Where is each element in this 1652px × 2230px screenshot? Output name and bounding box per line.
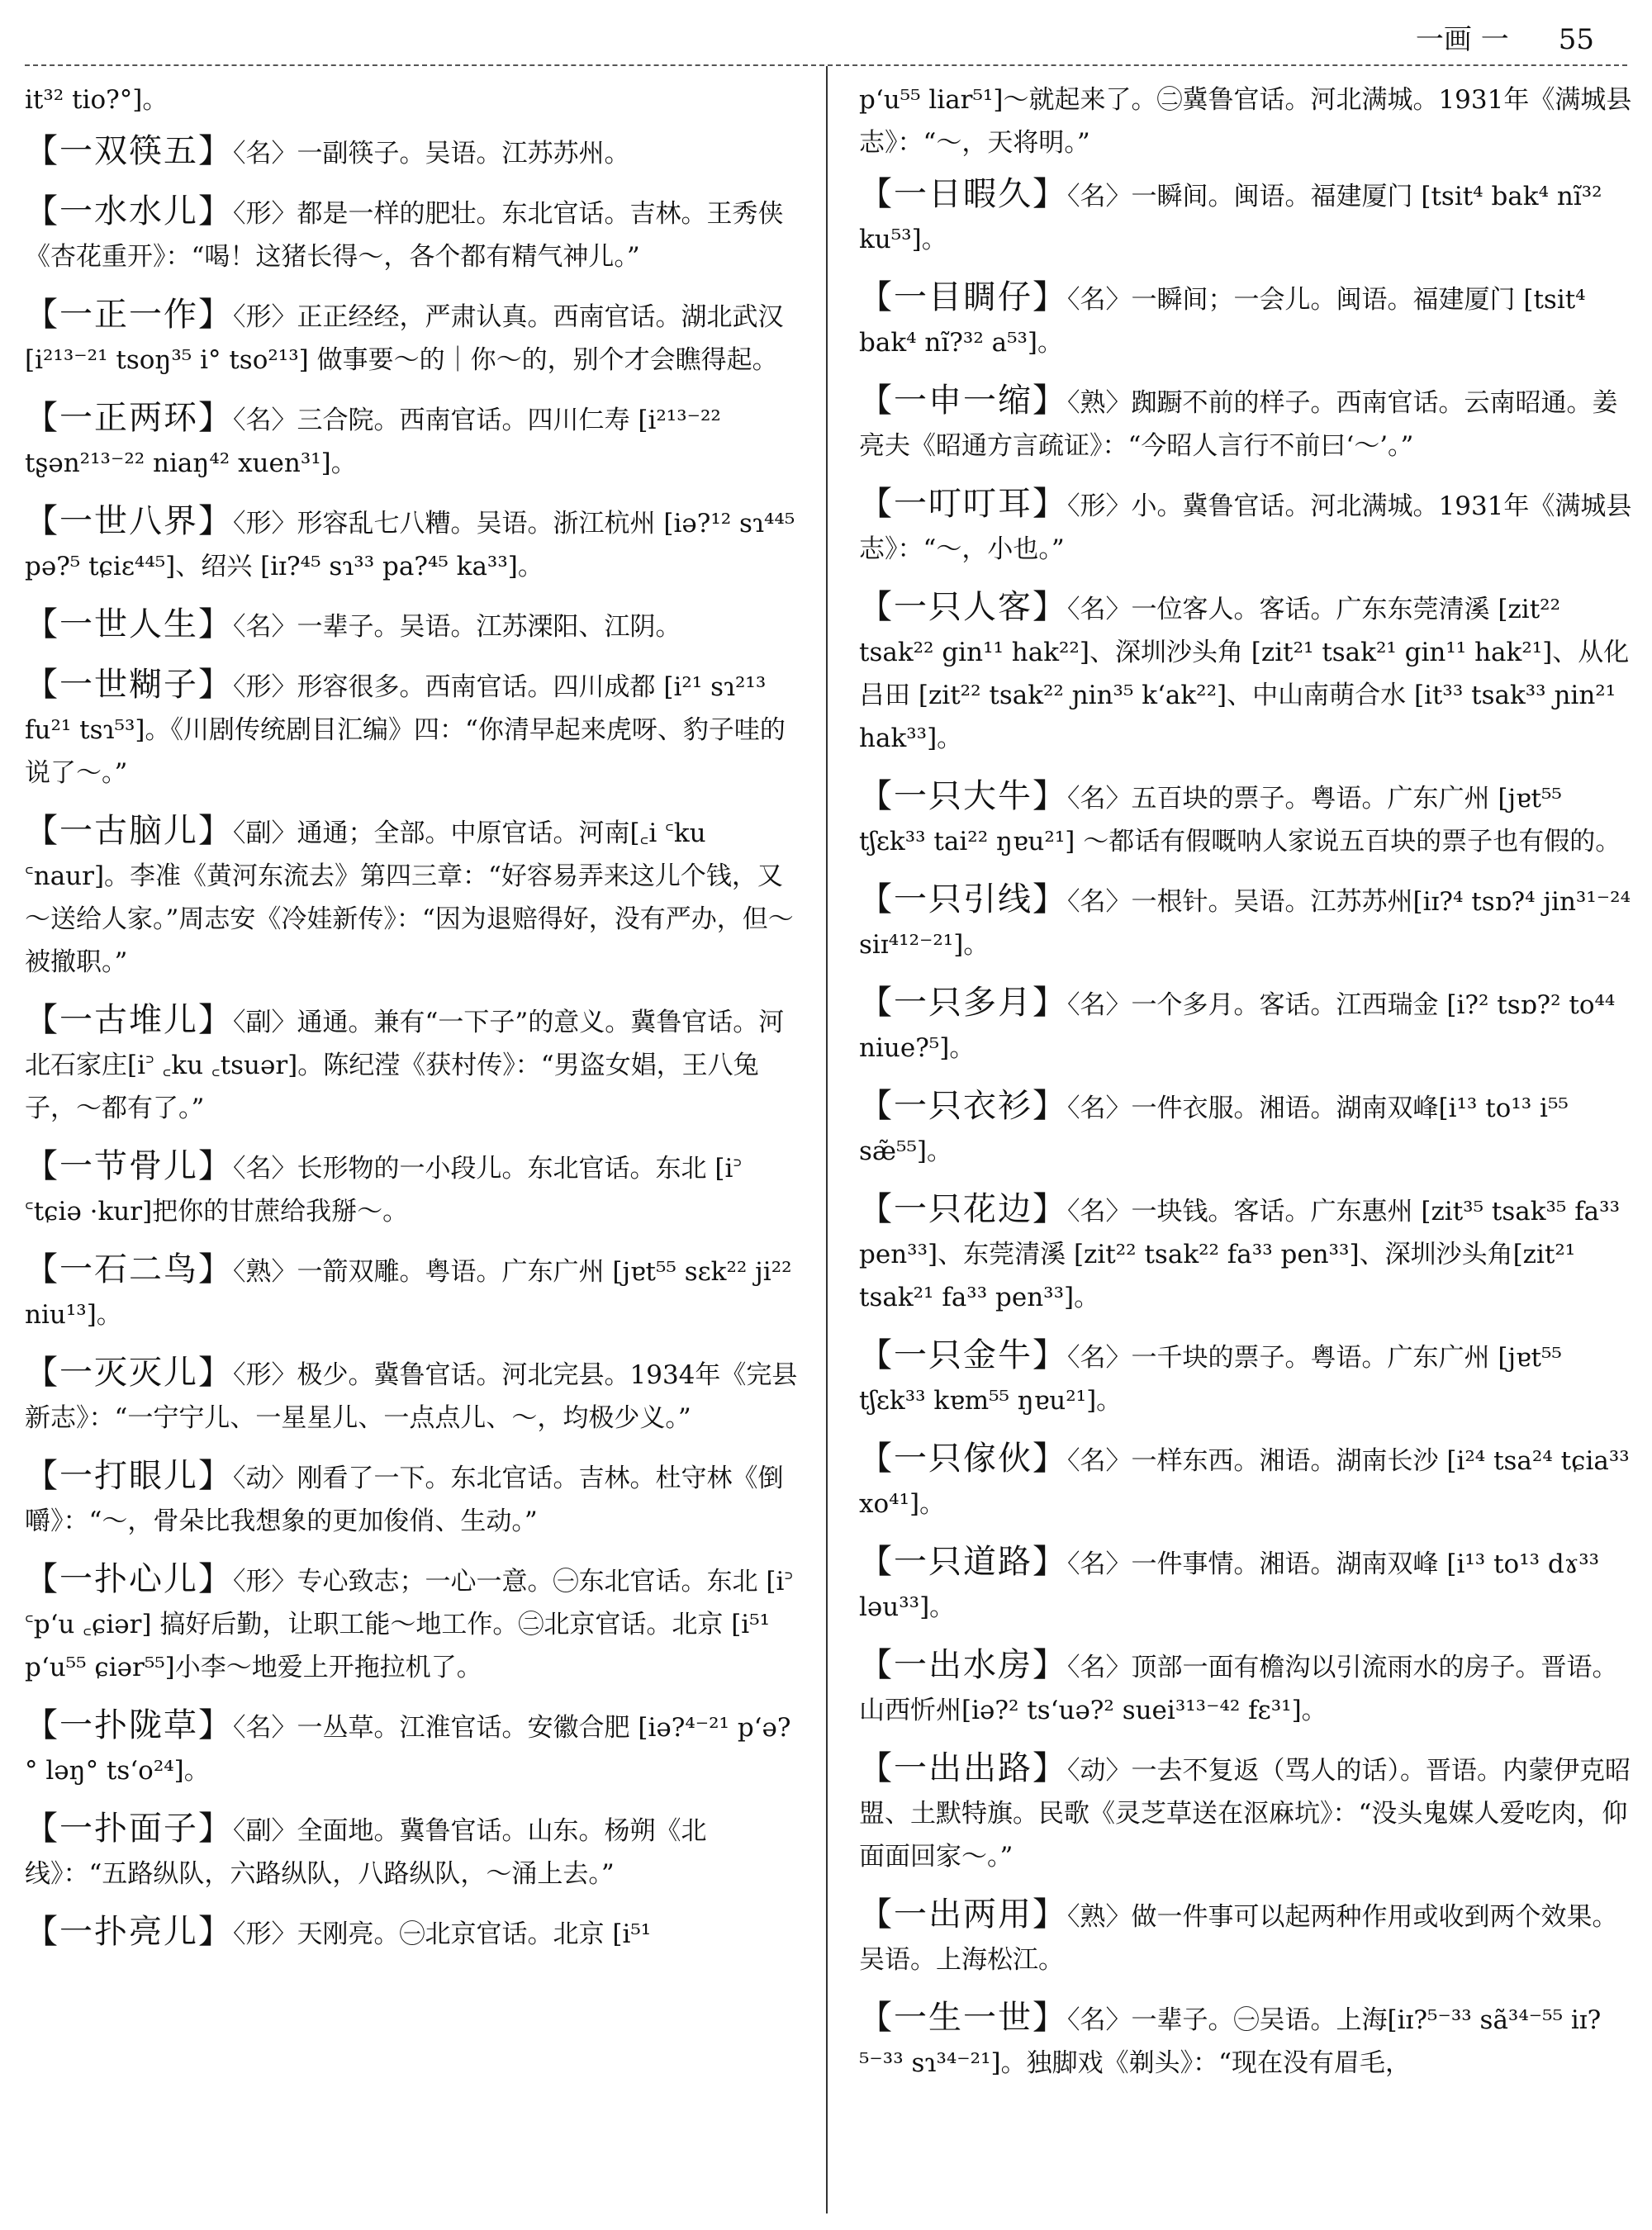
entry-text: 〈熟〉做一件事可以起两种作用或收到两个效果。吴语。上海松江。 <box>859 1902 1618 1975</box>
headword: 【一扑亮儿】 <box>25 1913 233 1951</box>
headword: 【一扑心儿】 <box>25 1560 233 1598</box>
dictionary-entry <box>25 1704 801 1792</box>
entry-text: 〈名〉一辈子。吴语。江苏溧阳、江阴。 <box>233 612 681 642</box>
headword: 【一扑陇草】 <box>25 1706 233 1744</box>
entry-text: 〈名〉一瞬间。闽语。福建厦门 [tsit⁴ bak⁴ nĩ³² ku⁵³]。 <box>859 182 1602 254</box>
headword: 【一出出路】 <box>859 1749 1067 1787</box>
dictionary-entry <box>859 775 1635 863</box>
dictionary-entry <box>859 173 1635 261</box>
dictionary-entry <box>859 1437 1635 1525</box>
dictionary-entry <box>859 586 1635 760</box>
headword: 【一灭灭儿】 <box>25 1354 233 1392</box>
entry-text: 〈名〉一件事情。湘语。湖南双峰 [i¹³ to¹³ dɤ³³ ləu³³]。 <box>859 1549 1600 1622</box>
headword: 【一正一作】 <box>25 296 233 334</box>
headword: 【一节骨儿】 <box>25 1147 233 1185</box>
entry-text: 〈形〉形容很多。西南官话。四川成都 [i²¹ sɿ²¹³ fu²¹ tsɿ⁵³]。《川剧传统剧目汇编》四：“你清早起来虎呀、豹子哇的说了～。” <box>25 672 786 788</box>
entry-text: 〈名〉一丛草。江淮官话。安徽合肥 [iə?⁴⁻²¹ p‘ə?° ləŋ° ts‘o²⁴]。 <box>25 1713 791 1786</box>
headword: 【一只大牛】 <box>859 777 1067 815</box>
dictionary-entry <box>859 1188 1635 1319</box>
headword: 【一生一世】 <box>859 1999 1067 2037</box>
headword: 【一目睭仔】 <box>859 278 1067 316</box>
dictionary-entry <box>25 1558 801 1689</box>
entry-text: 〈副〉通通；全部。中原官话。河南[꜀i ꜂ku ꜂naur]。李准《黄河东流去》第四三章：“好容易弄来这儿个钱，又～送给人家。”周志安《冷娃新传》：“因为退赔得好，没有严办，但～被撤职。” <box>25 818 794 977</box>
headword: 【一水水儿】 <box>25 192 233 230</box>
dictionary-entry <box>25 1351 801 1440</box>
dictionary-entry <box>25 500 801 588</box>
entry-text: 〈名〉一千块的票子。粤语。广东广州 [jɐt⁵⁵ tʃɛk³³ kɐm⁵⁵ ŋɐu²¹]。 <box>859 1343 1562 1416</box>
headword: 【一只道路】 <box>859 1543 1067 1581</box>
entry-text: 〈名〉一根针。吴语。江苏苏州[iɪ?⁴ tsɒ?⁴ jin³¹⁻²⁴ siɪ⁴¹²⁻²¹]。 <box>859 887 1631 960</box>
dictionary-entry <box>859 1644 1635 1732</box>
entry-text: 〈副〉全面地。冀鲁官话。山东。杨朔《北线》：“五路纵队，六路纵队，八路纵队，～涌上去。” <box>25 1816 707 1889</box>
entry-text: 〈形〉小。冀鲁官话。河北满城。1931年《满城县志》：“～，小也。” <box>859 491 1632 564</box>
dictionary-entry <box>25 396 801 485</box>
entry-text: 〈名〉五百块的票子。粤语。广东广州 [jɐt⁵⁵ tʃɛk³³ tai²² ŋɐu²¹] ～都话有假嘅呐人家说五百块的票子也有假的。 <box>859 784 1621 856</box>
entry-text: 〈名〉长形物的一小段儿。东北官话。东北 [i꜄ ꜂tɕiə ·kur]把你的甘蔗给我掰～。 <box>25 1154 743 1226</box>
entry-text: 〈形〉极少。冀鲁官话。河北完县。1934年《完县新志》：“一宁宁儿、一星星儿、一点点儿、～，均极少义。” <box>25 1360 798 1433</box>
dictionary-entry <box>25 130 801 175</box>
headword: 【一只多月】 <box>859 984 1067 1022</box>
headword: 【一只人客】 <box>859 588 1067 626</box>
entry-text: 〈名〉一样东西。湘语。湖南长沙 [i²⁴ tsa²⁴ tɕia³³ xo⁴¹]。 <box>859 1446 1630 1519</box>
dictionary-entry <box>25 1145 801 1233</box>
dictionary-entry <box>25 809 801 984</box>
headword: 【一古堆儿】 <box>25 1001 233 1039</box>
entry-text: 〈形〉形容乱七八糟。吴语。浙江杭州 [iə?¹² sɿ⁴⁴⁵ pə?⁵ tɕiɛ⁴⁴⁵]、绍兴 [iɪ?⁴⁵ sɿ³³ pa?⁴⁵ ka³³]。 <box>25 509 795 581</box>
headword: 【一古脑儿】 <box>25 812 233 850</box>
section-label: 一画 一 <box>1415 23 1509 56</box>
entry-text: 〈动〉刚看了一下。东北官话。吉林。杜守林《倒嚼》：“～，骨朵比我想象的更加俊俏、生动。” <box>25 1464 784 1536</box>
entry-text: 〈形〉天刚亮。㊀北京官话。北京 [i⁵¹ <box>233 1919 652 1949</box>
column-divider <box>826 66 828 2213</box>
entry-text: 〈名〉一件衣服。湘语。湖南双峰[i¹³ to¹³ i⁵⁵ sæ̃⁵⁵]。 <box>859 1094 1569 1166</box>
headword: 【一打眼儿】 <box>25 1457 233 1495</box>
headword: 【一只金牛】 <box>859 1336 1067 1374</box>
headword: 【一只花边】 <box>859 1190 1067 1228</box>
headword: 【一申一缩】 <box>859 382 1067 420</box>
entry-text: 〈形〉正正经经，严肃认真。西南官话。湖北武汉 [i²¹³⁻²¹ tsoŋ³⁵ i° tso²¹³] 做事要～的｜你～的，别个才会瞧得起。 <box>25 302 784 375</box>
running-header <box>1416 15 1594 64</box>
entry-text: 〈名〉一位客人。客话。广东东莞清溪 [zit²² tsak²² gin¹¹ hak²²]、深圳沙头角 [zit²¹ tsak²¹ gin¹¹ hak²¹]、从化吕田 [zit²² tsak²² ɲin³⁵ k‘ak²²]、中山南萌合水 [it³³ tsak³³ ɲin²¹ hak³³]。 <box>859 595 1630 753</box>
entry-text: 〈名〉一块钱。客话。广东惠州 [zit³⁵ tsak³⁵ fa³³ pen³³]、东莞清溪 [zit²² tsak²² fa³³ pen³³]、深圳沙头角[zit²¹ tsak²¹ fa³³ pen³³]。 <box>859 1197 1621 1312</box>
right-column <box>859 78 1635 2213</box>
headword: 【一只引线】 <box>859 880 1067 918</box>
dictionary-entry <box>25 663 801 795</box>
dictionary-entry <box>25 1454 801 1543</box>
continuation-entry: it³² tio?°]。 <box>25 85 169 115</box>
entry-text: 〈名〉顶部一面有檐沟以引流雨水的房子。晋语。山西忻州[iə?² ts‘uə?² suei³¹³⁻⁴² fɛ³¹]。 <box>859 1653 1618 1725</box>
headword: 【一扑面子】 <box>25 1810 233 1848</box>
entry-text: 〈名〉一副筷子。吴语。江苏苏州。 <box>233 139 630 168</box>
dictionary-entry <box>859 1893 1635 1981</box>
headword: 【一正两环】 <box>25 399 233 437</box>
dictionary-entry <box>25 293 801 382</box>
dictionary-entry <box>25 1248 801 1336</box>
headword: 【一世八界】 <box>25 502 233 540</box>
continuation-entry: p‘u⁵⁵ liar⁵¹]～就起来了。㊁冀鲁官话。河北满城。1931年《满城县志》：“～，天将明。” <box>859 85 1632 158</box>
entry-text: 〈形〉专心致志；一心一意。㊀东北官话。东北 [i꜄ ꜂p‘u ꜀ɕiər] 搞好后勤，让职工能～地工作。㊁北京官话。北京 [i⁵¹ p‘u⁵⁵ ɕiər⁵⁵]小李～地爱上开拖拉机了。 <box>25 1567 794 1682</box>
dictionary-entry <box>25 603 801 648</box>
entry-text: 〈熟〉一箭双雕。粤语。广东广州 [jɐt⁵⁵ sɛk²² ji²² niu¹³]。 <box>25 1257 792 1330</box>
dictionary-entry <box>859 1996 1635 2085</box>
dictionary-entry <box>859 276 1635 364</box>
entry-text: 〈名〉三合院。西南官话。四川仁寿 [i²¹³⁻²² tʂən²¹³⁻²² niaŋ⁴² xuen³¹]。 <box>25 406 721 478</box>
headword: 【一日暇久】 <box>859 175 1067 213</box>
dictionary-entry <box>859 1540 1635 1629</box>
headword: 【一石二鸟】 <box>25 1250 233 1288</box>
dictionary-entry <box>859 1747 1635 1878</box>
dictionary-entry <box>859 1084 1635 1173</box>
entry-text: 〈名〉一瞬间；一会儿。闽语。福建厦门 [tsit⁴ bak⁴ nĩ?³² a⁵³]。 <box>859 285 1586 358</box>
dictionary-entry <box>859 1334 1635 1422</box>
entry-text: 〈形〉都是一样的肥壮。东北官话。吉林。王秀侠《杏花重开》：“喝！这猪长得～，各个都有精气神儿。” <box>25 199 784 272</box>
headword: 【一世糊子】 <box>25 666 233 704</box>
entry-text: 〈名〉一个多月。客话。江西瑞金 [i?² tsɒ?² to⁴⁴ niue?⁵]。 <box>859 990 1616 1063</box>
entry-text: 〈副〉通通。兼有“一下子”的意义。冀鲁官话。河北石家庄[i꜄ ꜀ku ꜀tsuər]。陈纪滢《获村传》：“男盗女娼，王八兔子，～都有了。” <box>25 1008 785 1123</box>
dictionary-entry <box>25 190 801 278</box>
headword: 【一只衣衫】 <box>859 1087 1067 1125</box>
entry-text: 〈名〉一辈子。㊀吴语。上海[iɪ?⁵⁻³³ sã³⁴⁻⁵⁵ iɪ?⁵⁻³³ sɿ³⁴⁻²¹]。独脚戏《剃头》：“现在没有眉毛， <box>859 2005 1602 2078</box>
dictionary-entry <box>859 482 1635 571</box>
headword: 【一双筷五】 <box>25 132 233 170</box>
dictionary-entry <box>25 1910 801 1956</box>
headword: 【一只傢伙】 <box>859 1440 1067 1478</box>
dictionary-entry <box>25 999 801 1130</box>
dictionary-entry <box>859 878 1635 966</box>
headword: 【一出水房】 <box>859 1646 1067 1684</box>
page-number: 55 <box>1558 23 1594 56</box>
dictionary-entry <box>25 1807 801 1896</box>
entry-text: 〈熟〉踟蹰不前的样子。西南官话。云南昭通。姜亮夫《昭通方言疏证》：“今昭人言行不前曰‘～’。” <box>859 388 1618 461</box>
headword: 【一出两用】 <box>859 1896 1067 1933</box>
entry-text: 〈动〉一去不复返（骂人的话）。晋语。内蒙伊克昭盟、土默特旗。民歌《灵芝草送在沤麻坑》：“没头鬼媒人爱吃肉，仰面面回家～。” <box>859 1756 1631 1872</box>
dictionary-entry <box>859 379 1635 467</box>
headword: 【一世人生】 <box>25 605 233 643</box>
dictionary-entry <box>859 981 1635 1070</box>
headword: 【一叮叮耳】 <box>859 485 1067 523</box>
left-column <box>25 78 801 2213</box>
